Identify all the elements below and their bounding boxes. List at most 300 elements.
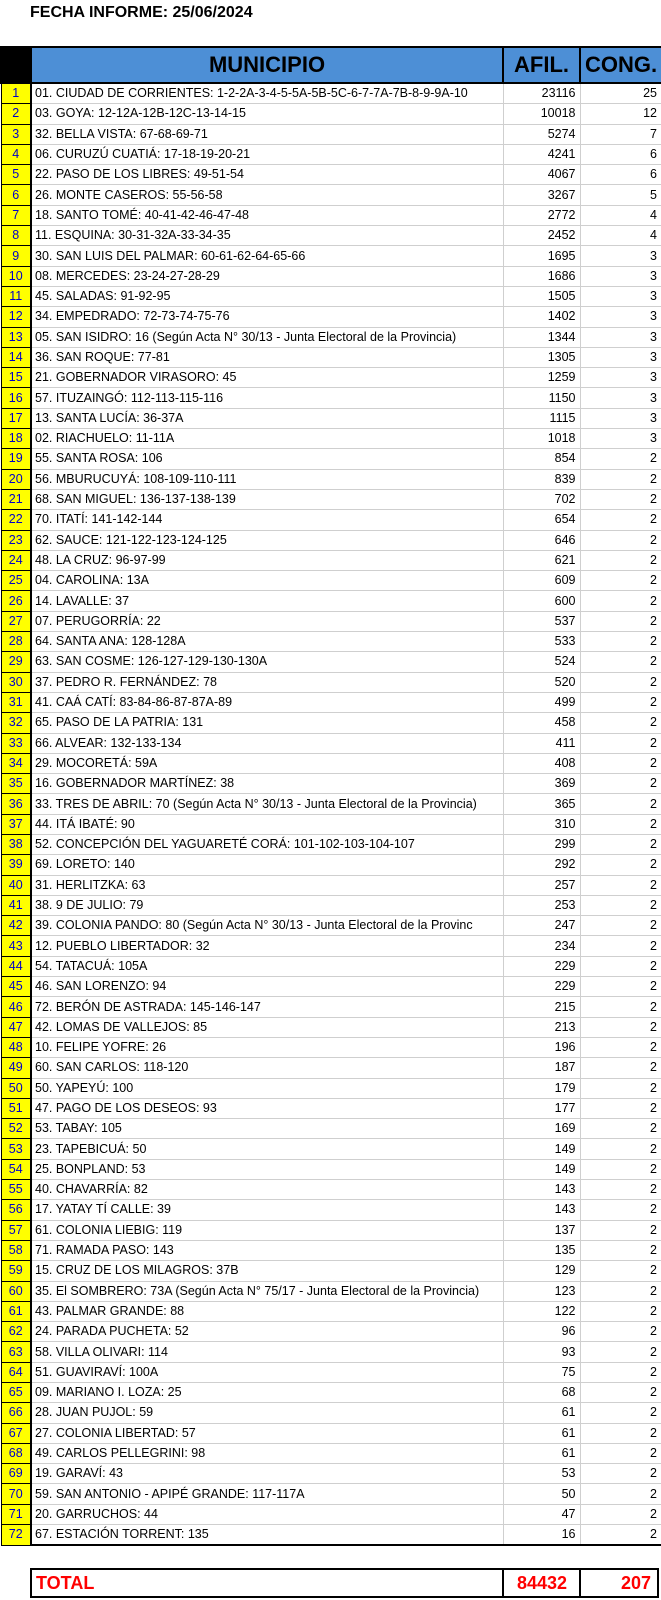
municipio-cell[interactable]: 59. SAN ANTONIO - APIPÉ GRANDE: 117-117A [31,1484,503,1504]
row-number[interactable]: 39 [1,855,31,875]
municipio-cell[interactable]: 60. SAN CARLOS: 118-120 [31,1058,503,1078]
row-number[interactable]: 72 [1,1525,31,1546]
row-number[interactable]: 27 [1,611,31,631]
afil-cell[interactable]: 499 [503,692,580,712]
municipio-cell[interactable]: 31. HERLITZKA: 63 [31,875,503,895]
row-number[interactable]: 67 [1,1423,31,1443]
municipio-cell[interactable]: 32. BELLA VISTA: 67-68-69-71 [31,124,503,144]
cong-cell[interactable]: 2 [580,997,661,1017]
afil-cell[interactable]: 365 [503,794,580,814]
afil-cell[interactable]: 196 [503,1037,580,1057]
row-number[interactable]: 71 [1,1504,31,1524]
afil-cell[interactable]: 257 [503,875,580,895]
row-number[interactable]: 17 [1,408,31,428]
cong-cell[interactable]: 2 [580,1078,661,1098]
cong-cell[interactable]: 5 [580,185,661,205]
cong-cell[interactable]: 2 [580,1443,661,1463]
row-number[interactable]: 5 [1,165,31,185]
table-row [1,165,661,185]
afil-cell[interactable]: 61 [503,1443,580,1463]
header-afil[interactable]: AFIL. [503,47,580,83]
cong-cell[interactable]: 2 [580,1423,661,1443]
cong-cell[interactable]: 2 [580,1037,661,1057]
afil-cell[interactable]: 4241 [503,144,580,164]
row-number[interactable]: 52 [1,1119,31,1139]
afil-cell[interactable]: 310 [503,814,580,834]
row-number[interactable]: 13 [1,327,31,347]
row-number[interactable]: 15 [1,368,31,388]
cong-cell[interactable]: 2 [580,449,661,469]
municipio-cell[interactable]: 02. RIACHUELO: 11-11A [31,429,503,449]
municipio-cell[interactable]: 70. ITATÍ: 141-142-144 [31,510,503,530]
cong-cell[interactable]: 2 [580,733,661,753]
municipio-cell[interactable]: 25. BONPLAND: 53 [31,1159,503,1179]
afil-cell[interactable]: 47 [503,1504,580,1524]
row-number[interactable]: 70 [1,1484,31,1504]
municipio-cell[interactable]: 15. CRUZ DE LOS MILAGROS: 37B [31,1261,503,1281]
afil-cell[interactable]: 247 [503,916,580,936]
afil-cell[interactable]: 1115 [503,408,580,428]
municipio-cell[interactable]: 48. LA CRUZ: 96-97-99 [31,550,503,570]
municipio-cell[interactable]: 57. ITUZAINGÓ: 112-113-115-116 [31,388,503,408]
municipio-cell[interactable]: 28. JUAN PUJOL: 59 [31,1403,503,1423]
row-number[interactable]: 31 [1,692,31,712]
row-number[interactable]: 62 [1,1322,31,1342]
row-number[interactable]: 30 [1,672,31,692]
row-number[interactable]: 61 [1,1301,31,1321]
afil-cell[interactable]: 149 [503,1159,580,1179]
municipio-cell[interactable]: 26. MONTE CASEROS: 55-56-58 [31,185,503,205]
row-number[interactable]: 59 [1,1261,31,1281]
cong-cell[interactable]: 2 [580,591,661,611]
cong-cell[interactable]: 3 [580,429,661,449]
municipio-cell[interactable]: 51. GUAVIRAVÍ: 100A [31,1362,503,1382]
cong-cell[interactable]: 3 [580,246,661,266]
municipio-cell[interactable]: 22. PASO DE LOS LIBRES: 49-51-54 [31,165,503,185]
cong-cell[interactable]: 3 [580,286,661,306]
afil-cell[interactable]: 229 [503,977,580,997]
row-number[interactable]: 63 [1,1342,31,1362]
afil-cell[interactable]: 4067 [503,165,580,185]
row-number[interactable]: 58 [1,1240,31,1260]
row-number[interactable]: 45 [1,977,31,997]
row-number[interactable]: 38 [1,834,31,854]
row-number[interactable]: 49 [1,1058,31,1078]
row-number[interactable]: 25 [1,571,31,591]
cong-cell[interactable]: 2 [580,794,661,814]
municipio-cell[interactable]: 07. PERUGORRÍA: 22 [31,611,503,631]
afil-cell[interactable]: 253 [503,895,580,915]
cong-cell[interactable]: 2 [580,1383,661,1403]
municipio-cell[interactable]: 29. MOCORETÁ: 59A [31,753,503,773]
afil-cell[interactable]: 137 [503,1220,580,1240]
row-number[interactable]: 64 [1,1362,31,1382]
municipio-cell[interactable]: 34. EMPEDRADO: 72-73-74-75-76 [31,307,503,327]
cong-cell[interactable]: 2 [580,1464,661,1484]
afil-cell[interactable]: 122 [503,1301,580,1321]
afil-cell[interactable]: 213 [503,1017,580,1037]
row-number[interactable]: 7 [1,205,31,225]
cong-cell[interactable]: 2 [580,1180,661,1200]
cong-cell[interactable]: 6 [580,165,661,185]
cong-cell[interactable]: 2 [580,1403,661,1423]
row-number[interactable]: 43 [1,936,31,956]
total-cong[interactable]: 207 [620,1573,651,1593]
row-number[interactable]: 16 [1,388,31,408]
afil-cell[interactable]: 369 [503,774,580,794]
row-number[interactable]: 46 [1,997,31,1017]
afil-cell[interactable]: 458 [503,713,580,733]
afil-cell[interactable]: 96 [503,1322,580,1342]
municipio-cell[interactable]: 37. PEDRO R. FERNÁNDEZ: 78 [31,672,503,692]
municipio-cell[interactable]: 10. FELIPE YOFRE: 26 [31,1037,503,1057]
municipio-cell[interactable]: 18. SANTO TOMÉ: 40-41-42-46-47-48 [31,205,503,225]
municipio-cell[interactable]: 44. ITÁ IBATÉ: 90 [31,814,503,834]
cong-cell[interactable]: 2 [580,632,661,652]
municipio-cell[interactable]: 05. SAN ISIDRO: 16 (Según Acta N° 30/13 - Junta Electoral de la Provincia) [31,327,503,347]
municipio-cell[interactable]: 40. CHAVARRÍA: 82 [31,1180,503,1200]
municipio-cell[interactable]: 17. YATAY TÍ CALLE: 39 [31,1200,503,1220]
afil-cell[interactable]: 609 [503,571,580,591]
cong-cell[interactable]: 2 [580,1139,661,1159]
row-number[interactable]: 35 [1,774,31,794]
row-number[interactable]: 34 [1,753,31,773]
cong-cell[interactable]: 2 [580,1281,661,1301]
afil-cell[interactable]: 61 [503,1403,580,1423]
table-row [1,205,661,225]
row-number[interactable]: 69 [1,1464,31,1484]
row-number[interactable]: 10 [1,266,31,286]
cong-cell[interactable]: 2 [580,753,661,773]
afil-cell[interactable]: 3267 [503,185,580,205]
afil-cell[interactable]: 702 [503,489,580,509]
row-number[interactable]: 57 [1,1220,31,1240]
cong-cell[interactable]: 2 [580,1119,661,1139]
row-number[interactable]: 66 [1,1403,31,1423]
municipio-cell[interactable]: 53. TABAY: 105 [31,1119,503,1139]
afil-cell[interactable]: 1305 [503,347,580,367]
municipio-cell[interactable]: 14. LAVALLE: 37 [31,591,503,611]
municipio-cell[interactable]: 63. SAN COSME: 126-127-129-130-130A [31,652,503,672]
afil-cell[interactable]: 187 [503,1058,580,1078]
cong-cell[interactable]: 2 [580,692,661,712]
municipio-cell[interactable]: 67. ESTACIÓN TORRENT: 135 [31,1525,503,1546]
cong-cell[interactable]: 7 [580,124,661,144]
row-number[interactable]: 14 [1,347,31,367]
row-number[interactable]: 22 [1,510,31,530]
cong-cell[interactable]: 2 [580,855,661,875]
row-number[interactable]: 21 [1,489,31,509]
afil-cell[interactable]: 229 [503,956,580,976]
cong-cell[interactable]: 2 [580,1098,661,1118]
afil-cell[interactable]: 149 [503,1139,580,1159]
municipio-cell[interactable]: 46. SAN LORENZO: 94 [31,977,503,997]
municipio-cell[interactable]: 69. LORETO: 140 [31,855,503,875]
table-row [1,408,661,428]
afil-cell[interactable]: 93 [503,1342,580,1362]
cong-cell[interactable]: 2 [580,875,661,895]
municipio-cell[interactable]: 45. SALADAS: 91-92-95 [31,286,503,306]
cong-cell[interactable]: 2 [580,1322,661,1342]
afil-cell[interactable]: 854 [503,449,580,469]
cong-cell[interactable]: 2 [580,550,661,570]
cong-cell[interactable]: 3 [580,266,661,286]
municipio-cell[interactable]: 24. PARADA PUCHETA: 52 [31,1322,503,1342]
cong-cell[interactable]: 2 [580,1301,661,1321]
cong-cell[interactable]: 6 [580,144,661,164]
afil-cell[interactable]: 1018 [503,429,580,449]
municipio-cell[interactable]: 12. PUEBLO LIBERTADOR: 32 [31,936,503,956]
cong-cell[interactable]: 2 [580,1159,661,1179]
table-row [1,1119,661,1139]
row-number[interactable]: 3 [1,124,31,144]
municipio-cell[interactable]: 58. VILLA OLIVARI: 114 [31,1342,503,1362]
afil-cell[interactable]: 179 [503,1078,580,1098]
municipio-cell[interactable]: 39. COLONIA PANDO: 80 (Según Acta N° 30/13 - Junta Electoral de la Provinc [31,916,503,936]
afil-cell[interactable]: 1344 [503,327,580,347]
row-number[interactable]: 33 [1,733,31,753]
municipio-cell[interactable]: 08. MERCEDES: 23-24-27-28-29 [31,266,503,286]
municipio-cell[interactable]: 64. SANTA ANA: 128-128A [31,632,503,652]
row-number[interactable]: 6 [1,185,31,205]
municipio-cell[interactable]: 61. COLONIA LIEBIG: 119 [31,1220,503,1240]
afil-cell[interactable]: 1505 [503,286,580,306]
afil-cell[interactable]: 2772 [503,205,580,225]
municipio-cell[interactable]: 21. GOBERNADOR VIRASORO: 45 [31,368,503,388]
cong-cell[interactable]: 4 [580,205,661,225]
cong-cell[interactable]: 2 [580,611,661,631]
row-number[interactable]: 56 [1,1200,31,1220]
municipio-cell[interactable]: 55. SANTA ROSA: 106 [31,449,503,469]
row-number[interactable]: 47 [1,1017,31,1037]
municipio-cell[interactable]: 49. CARLOS PELLEGRINI: 98 [31,1443,503,1463]
afil-cell[interactable]: 143 [503,1180,580,1200]
afil-cell[interactable]: 1402 [503,307,580,327]
municipio-cell[interactable]: 54. TATACUÁ: 105A [31,956,503,976]
table-row [1,307,661,327]
cong-cell[interactable]: 2 [580,834,661,854]
afil-cell[interactable]: 537 [503,611,580,631]
municipio-cell[interactable]: 01. CIUDAD DE CORRIENTES: 1-2-2A-3-4-5-5A-5B-5C-6-7-7A-7B-8-9-9A-10 [31,83,503,104]
row-number[interactable]: 26 [1,591,31,611]
afil-cell[interactable]: 61 [503,1423,580,1443]
cong-cell[interactable]: 2 [580,1342,661,1362]
municipio-cell[interactable]: 52. CONCEPCIÓN DEL YAGUARETÉ CORÁ: 101-102-103-104-107 [31,834,503,854]
afil-cell[interactable]: 600 [503,591,580,611]
header-municipio[interactable]: MUNICIPIO [31,47,503,83]
total-afil[interactable]: 84432 [516,1573,567,1593]
header-cong[interactable]: CONG. [580,47,661,83]
cong-cell[interactable]: 2 [580,1017,661,1037]
row-number[interactable]: 23 [1,530,31,550]
row-number[interactable]: 4 [1,144,31,164]
municipio-cell[interactable]: 41. CAÁ CATÍ: 83-84-86-87-87A-89 [31,692,503,712]
municipio-cell[interactable]: 13. SANTA LUCÍA: 36-37A [31,408,503,428]
row-number[interactable]: 53 [1,1139,31,1159]
row-number[interactable]: 1 [1,83,31,104]
row-number[interactable]: 40 [1,875,31,895]
cong-cell[interactable]: 2 [580,469,661,489]
cong-cell[interactable]: 12 [580,104,661,124]
municipio-cell[interactable]: 35. El SOMBRERO: 73A (Según Acta N° 75/17 - Junta Electoral de la Provincia) [31,1281,503,1301]
cong-cell[interactable]: 2 [580,814,661,834]
municipio-cell[interactable]: 16. GOBERNADOR MARTÍNEZ: 38 [31,774,503,794]
municipio-cell[interactable]: 56. MBURUCUYÁ: 108-109-110-111 [31,469,503,489]
row-number[interactable]: 9 [1,246,31,266]
municipio-cell[interactable]: 19. GARAVÍ: 43 [31,1464,503,1484]
cong-cell[interactable]: 2 [580,1200,661,1220]
cong-cell[interactable]: 3 [580,408,661,428]
municipio-cell[interactable]: 68. SAN MIGUEL: 136-137-138-139 [31,489,503,509]
municipio-cell[interactable]: 04. CAROLINA: 13A [31,571,503,591]
afil-cell[interactable]: 1259 [503,368,580,388]
afil-cell[interactable]: 839 [503,469,580,489]
afil-cell[interactable]: 53 [503,1464,580,1484]
municipio-cell[interactable]: 33. TRES DE ABRIL: 70 (Según Acta N° 30/13 - Junta Electoral de la Provincia) [31,794,503,814]
afil-cell[interactable]: 292 [503,855,580,875]
cong-cell[interactable]: 2 [580,774,661,794]
cong-cell[interactable]: 4 [580,226,661,246]
row-number[interactable]: 19 [1,449,31,469]
row-number[interactable]: 12 [1,307,31,327]
afil-cell[interactable]: 2452 [503,226,580,246]
cong-cell[interactable]: 2 [580,956,661,976]
municipio-cell[interactable]: 72. BERÓN DE ASTRADA: 145-146-147 [31,997,503,1017]
afil-cell[interactable]: 10018 [503,104,580,124]
afil-cell[interactable]: 23116 [503,83,580,104]
afil-cell[interactable]: 50 [503,1484,580,1504]
afil-cell[interactable]: 654 [503,510,580,530]
municipio-cell[interactable]: 50. YAPEYÚ: 100 [31,1078,503,1098]
cong-cell[interactable]: 2 [580,895,661,915]
municipio-cell[interactable]: 11. ESQUINA: 30-31-32A-33-34-35 [31,226,503,246]
afil-cell[interactable]: 299 [503,834,580,854]
row-number[interactable]: 41 [1,895,31,915]
afil-cell[interactable]: 1150 [503,388,580,408]
row-number[interactable]: 8 [1,226,31,246]
afil-cell[interactable]: 533 [503,632,580,652]
afil-cell[interactable]: 215 [503,997,580,1017]
municipio-cell[interactable]: 62. SAUCE: 121-122-123-124-125 [31,530,503,550]
cong-cell[interactable]: 2 [580,1058,661,1078]
municipio-cell[interactable]: 23. TAPEBICUÁ: 50 [31,1139,503,1159]
cong-cell[interactable]: 2 [580,571,661,591]
cong-cell[interactable]: 2 [580,1240,661,1260]
cong-cell[interactable]: 2 [580,1362,661,1382]
row-number[interactable]: 29 [1,652,31,672]
afil-cell[interactable]: 75 [503,1362,580,1382]
row-number[interactable]: 2 [1,104,31,124]
row-number[interactable]: 28 [1,632,31,652]
municipio-cell[interactable]: 66. ALVEAR: 132-133-134 [31,733,503,753]
row-number[interactable]: 24 [1,550,31,570]
row-number[interactable]: 37 [1,814,31,834]
municipio-cell[interactable]: 03. GOYA: 12-12A-12B-12C-13-14-15 [31,104,503,124]
cong-cell[interactable]: 2 [580,916,661,936]
municipio-cell[interactable]: 47. PAGO DE LOS DESEOS: 93 [31,1098,503,1118]
row-number[interactable]: 51 [1,1098,31,1118]
afil-cell[interactable]: 135 [503,1240,580,1260]
row-number[interactable]: 36 [1,794,31,814]
cong-cell[interactable]: 3 [580,347,661,367]
afil-cell[interactable]: 234 [503,936,580,956]
afil-cell[interactable]: 123 [503,1281,580,1301]
cong-cell[interactable]: 2 [580,510,661,530]
row-number[interactable]: 65 [1,1383,31,1403]
cong-cell[interactable]: 2 [580,530,661,550]
afil-cell[interactable]: 177 [503,1098,580,1118]
row-number[interactable]: 44 [1,956,31,976]
afil-cell[interactable]: 524 [503,652,580,672]
municipio-cell[interactable]: 30. SAN LUIS DEL PALMAR: 60-61-62-64-65-66 [31,246,503,266]
row-number[interactable]: 18 [1,429,31,449]
afil-cell[interactable]: 68 [503,1383,580,1403]
row-number[interactable]: 54 [1,1159,31,1179]
cong-cell[interactable]: 2 [580,1504,661,1524]
row-number[interactable]: 60 [1,1281,31,1301]
municipio-cell[interactable]: 42. LOMAS DE VALLEJOS: 85 [31,1017,503,1037]
cong-cell[interactable]: 2 [580,713,661,733]
municipio-cell[interactable]: 06. CURUZÚ CUATIÁ: 17-18-19-20-21 [31,144,503,164]
municipio-cell[interactable]: 09. MARIANO I. LOZA: 25 [31,1383,503,1403]
row-number[interactable]: 48 [1,1037,31,1057]
afil-cell[interactable]: 621 [503,550,580,570]
row-number[interactable]: 68 [1,1443,31,1463]
row-number[interactable]: 20 [1,469,31,489]
cong-cell[interactable]: 3 [580,327,661,347]
municipio-cell[interactable]: 20. GARRUCHOS: 44 [31,1504,503,1524]
municipio-cell[interactable]: 65. PASO DE LA PATRIA: 131 [31,713,503,733]
row-number[interactable]: 50 [1,1078,31,1098]
cong-cell[interactable]: 2 [580,1261,661,1281]
table-row [1,286,661,306]
afil-cell[interactable]: 143 [503,1200,580,1220]
row-number[interactable]: 11 [1,286,31,306]
cong-cell[interactable]: 2 [580,1220,661,1240]
cong-cell[interactable]: 2 [580,489,661,509]
row-number[interactable]: 55 [1,1180,31,1200]
cong-cell[interactable]: 3 [580,368,661,388]
afil-cell[interactable]: 520 [503,672,580,692]
cong-cell[interactable]: 2 [580,652,661,672]
cong-cell[interactable]: 2 [580,672,661,692]
afil-cell[interactable]: 408 [503,753,580,773]
cong-cell[interactable]: 25 [580,83,661,104]
municipio-cell[interactable]: 36. SAN ROQUE: 77-81 [31,347,503,367]
table-row [1,652,661,672]
municipio-cell[interactable]: 43. PALMAR GRANDE: 88 [31,1301,503,1321]
afil-cell[interactable]: 1686 [503,266,580,286]
cong-cell[interactable]: 2 [580,1525,661,1546]
cong-cell[interactable]: 2 [580,1484,661,1504]
municipio-cell[interactable]: 71. RAMADA PASO: 143 [31,1240,503,1260]
municipio-cell[interactable]: 38. 9 DE JULIO: 79 [31,895,503,915]
cong-cell[interactable]: 2 [580,977,661,997]
afil-cell[interactable]: 16 [503,1525,580,1546]
cong-cell[interactable]: 2 [580,936,661,956]
municipio-cell[interactable]: 27. COLONIA LIBERTAD: 57 [31,1423,503,1443]
afil-cell[interactable]: 129 [503,1261,580,1281]
cong-cell[interactable]: 3 [580,388,661,408]
afil-cell[interactable]: 411 [503,733,580,753]
afil-cell[interactable]: 646 [503,530,580,550]
afil-cell[interactable]: 169 [503,1119,580,1139]
afil-cell[interactable]: 1695 [503,246,580,266]
cong-cell[interactable]: 3 [580,307,661,327]
row-number[interactable]: 32 [1,713,31,733]
row-number[interactable]: 42 [1,916,31,936]
afil-cell[interactable]: 5274 [503,124,580,144]
